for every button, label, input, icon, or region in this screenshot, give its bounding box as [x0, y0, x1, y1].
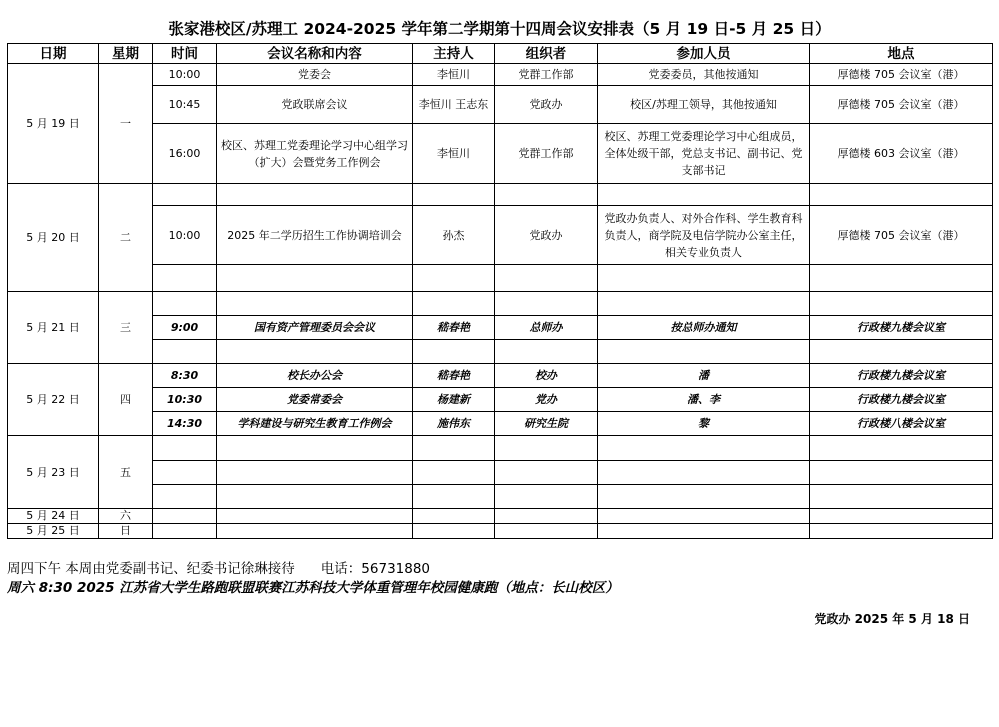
signature: 党政办 2025 年 5 月 18 日 — [814, 612, 970, 626]
empty-cell — [598, 509, 810, 524]
organizer-cell — [495, 184, 598, 206]
column-header-organizer: 组织者 — [495, 44, 598, 64]
host-cell: 杨建新 — [413, 388, 495, 412]
participants-cell — [598, 340, 810, 364]
participants-cell — [598, 485, 810, 509]
location-cell — [810, 184, 993, 206]
weekday-cell: 一 — [99, 64, 153, 184]
time-cell: 14:30 — [153, 412, 217, 436]
meeting-name-cell: 党政联席会议 — [217, 86, 413, 124]
weekday-cell: 二 — [99, 184, 153, 292]
time-cell: 10:00 — [153, 64, 217, 86]
weekday-cell: 四 — [99, 364, 153, 436]
time-cell: 10:45 — [153, 86, 217, 124]
location-cell — [810, 485, 993, 509]
organizer-cell — [495, 436, 598, 461]
location-cell: 厚德楼 603 会议室（港） — [810, 124, 993, 184]
host-cell: 施伟东 — [413, 412, 495, 436]
meeting-name-cell — [217, 461, 413, 485]
time-cell — [153, 461, 217, 485]
location-cell: 厚德楼 705 会议室（港） — [810, 206, 993, 265]
table-row — [8, 265, 993, 292]
date-cell: 5 月 20 日 — [8, 184, 99, 292]
organizer-cell — [495, 461, 598, 485]
meeting-name-cell: 党委会 — [217, 64, 413, 86]
location-cell: 行政楼八楼会议室 — [810, 412, 993, 436]
table-row — [8, 316, 993, 340]
host-cell — [413, 265, 495, 292]
time-cell — [153, 340, 217, 364]
organizer-cell — [495, 265, 598, 292]
table-header-row — [8, 44, 993, 64]
weekday-cell: 三 — [99, 292, 153, 364]
organizer-cell: 党政办 — [495, 206, 598, 265]
location-cell: 行政楼九楼会议室 — [810, 316, 993, 340]
table-row — [8, 184, 993, 206]
organizer-cell: 总师办 — [495, 316, 598, 340]
participants-cell: 校区、苏理工党委理论学习中心组成员，全体处级干部，党总支书记、副书记、党支部书记 — [598, 124, 810, 184]
table-row — [8, 64, 993, 86]
meeting-name-cell — [217, 292, 413, 316]
time-cell — [153, 184, 217, 206]
organizer-cell: 党群工作部 — [495, 124, 598, 184]
meeting-schedule-table — [7, 43, 993, 539]
location-cell — [810, 436, 993, 461]
host-cell: 孙杰 — [413, 206, 495, 265]
host-cell — [413, 184, 495, 206]
location-cell: 厚德楼 705 会议室（港） — [810, 86, 993, 124]
date-cell: 5 月 25 日 — [8, 524, 99, 539]
table-row — [8, 206, 993, 265]
meeting-name-cell: 学科建设与研究生教育工作例会 — [217, 412, 413, 436]
meeting-name-cell: 校长办公会 — [217, 364, 413, 388]
participants-cell — [598, 436, 810, 461]
participants-cell: 党政办负责人、对外合作科、学生教育科负责人，商学院及电信学院办公室主任，相关专业负责人 — [598, 206, 810, 265]
participants-cell — [598, 265, 810, 292]
organizer-cell — [495, 340, 598, 364]
column-header-weekday: 星期 — [99, 44, 153, 64]
empty-cell — [413, 509, 495, 524]
table-row — [8, 485, 993, 509]
time-cell: 10:30 — [153, 388, 217, 412]
time-cell: 10:00 — [153, 206, 217, 265]
time-cell — [153, 292, 217, 316]
empty-cell — [217, 524, 413, 539]
meeting-name-cell: 校区、苏理工党委理论学习中心组学习（扩大）会暨党务工作例会 — [217, 124, 413, 184]
host-cell: 李恒川 王志东 — [413, 86, 495, 124]
organizer-cell: 党群工作部 — [495, 64, 598, 86]
weekday-cell: 六 — [99, 509, 153, 524]
empty-cell — [598, 524, 810, 539]
time-cell — [153, 436, 217, 461]
participants-cell — [598, 461, 810, 485]
column-header-time: 时间 — [153, 44, 217, 64]
host-cell — [413, 340, 495, 364]
location-cell — [810, 265, 993, 292]
participants-cell — [598, 292, 810, 316]
organizer-cell: 校办 — [495, 364, 598, 388]
empty-cell — [413, 524, 495, 539]
table-row — [8, 509, 993, 524]
organizer-cell: 党办 — [495, 388, 598, 412]
host-cell: 李恒川 — [413, 124, 495, 184]
date-cell: 5 月 22 日 — [8, 364, 99, 436]
table-row — [8, 340, 993, 364]
time-cell: 9:00 — [153, 316, 217, 340]
organizer-cell: 研究生院 — [495, 412, 598, 436]
table-row — [8, 388, 993, 412]
empty-cell — [495, 524, 598, 539]
location-cell — [810, 461, 993, 485]
organizer-cell — [495, 292, 598, 316]
table-row — [8, 524, 993, 539]
meeting-name-cell — [217, 340, 413, 364]
reception-phone: 电话：56731880 — [320, 561, 431, 577]
meeting-name-cell: 国有资产管理委员会会议 — [217, 316, 413, 340]
empty-cell — [217, 509, 413, 524]
column-header-meeting: 会议名称和内容 — [217, 44, 413, 64]
location-cell — [810, 340, 993, 364]
table-row — [8, 461, 993, 485]
host-cell — [413, 485, 495, 509]
participants-cell: 党委委员，其他按通知 — [598, 64, 810, 86]
organizer-cell — [495, 485, 598, 509]
reception-text: 周四下午 本周由党委副书记、纪委书记徐琳接待 — [7, 561, 295, 577]
organizer-cell: 党政办 — [495, 86, 598, 124]
participants-cell: 潘、李 — [598, 388, 810, 412]
time-cell: 8:30 — [153, 364, 217, 388]
location-cell: 行政楼九楼会议室 — [810, 388, 993, 412]
event-note: 周六 8:30 2025 江苏省大学生路跑联盟联赛江苏科技大学体重管理年校园健康跑（地点：长山校区） — [7, 580, 619, 596]
participants-cell: 按总师办通知 — [598, 316, 810, 340]
table-row — [8, 436, 993, 461]
table-row — [8, 292, 993, 316]
empty-cell — [495, 509, 598, 524]
time-cell: 16:00 — [153, 124, 217, 184]
location-cell — [810, 292, 993, 316]
weekday-cell: 五 — [99, 436, 153, 509]
column-header-date: 日期 — [8, 44, 99, 64]
date-cell: 5 月 23 日 — [8, 436, 99, 509]
host-cell — [413, 461, 495, 485]
host-cell: 嵇春艳 — [413, 316, 495, 340]
meeting-name-cell — [217, 265, 413, 292]
table-row — [8, 364, 993, 388]
column-header-participants: 参加人员 — [598, 44, 810, 64]
location-cell: 厚德楼 705 会议室（港） — [810, 64, 993, 86]
table-row — [8, 86, 993, 124]
empty-cell — [810, 509, 993, 524]
time-cell — [153, 265, 217, 292]
participants-cell — [598, 184, 810, 206]
time-cell — [153, 485, 217, 509]
participants-cell: 黎 — [598, 412, 810, 436]
date-cell: 5 月 24 日 — [8, 509, 99, 524]
location-cell: 行政楼九楼会议室 — [810, 364, 993, 388]
host-cell — [413, 436, 495, 461]
meeting-name-cell: 党委常委会 — [217, 388, 413, 412]
date-cell: 5 月 21 日 — [8, 292, 99, 364]
participants-cell: 校区/苏理工领导，其他按通知 — [598, 86, 810, 124]
meeting-name-cell — [217, 184, 413, 206]
meeting-name-cell: 2025 年二学历招生工作协调培训会 — [217, 206, 413, 265]
empty-cell — [153, 509, 217, 524]
host-cell — [413, 292, 495, 316]
meeting-name-cell — [217, 436, 413, 461]
host-cell: 嵇春艳 — [413, 364, 495, 388]
meeting-name-cell — [217, 485, 413, 509]
column-header-location: 地点 — [810, 44, 993, 64]
page-title: 张家港校区/苏理工 2024-2025 学年第二学期第十四周会议安排表（5 月 19 日-5 月 25 日） — [168, 20, 831, 38]
column-header-host: 主持人 — [413, 44, 495, 64]
empty-cell — [810, 524, 993, 539]
date-cell: 5 月 19 日 — [8, 64, 99, 184]
table-row — [8, 124, 993, 184]
host-cell: 李恒川 — [413, 64, 495, 86]
participants-cell: 潘 — [598, 364, 810, 388]
weekday-cell: 日 — [99, 524, 153, 539]
reception-note — [7, 557, 430, 577]
table-row — [8, 412, 993, 436]
empty-cell — [153, 524, 217, 539]
